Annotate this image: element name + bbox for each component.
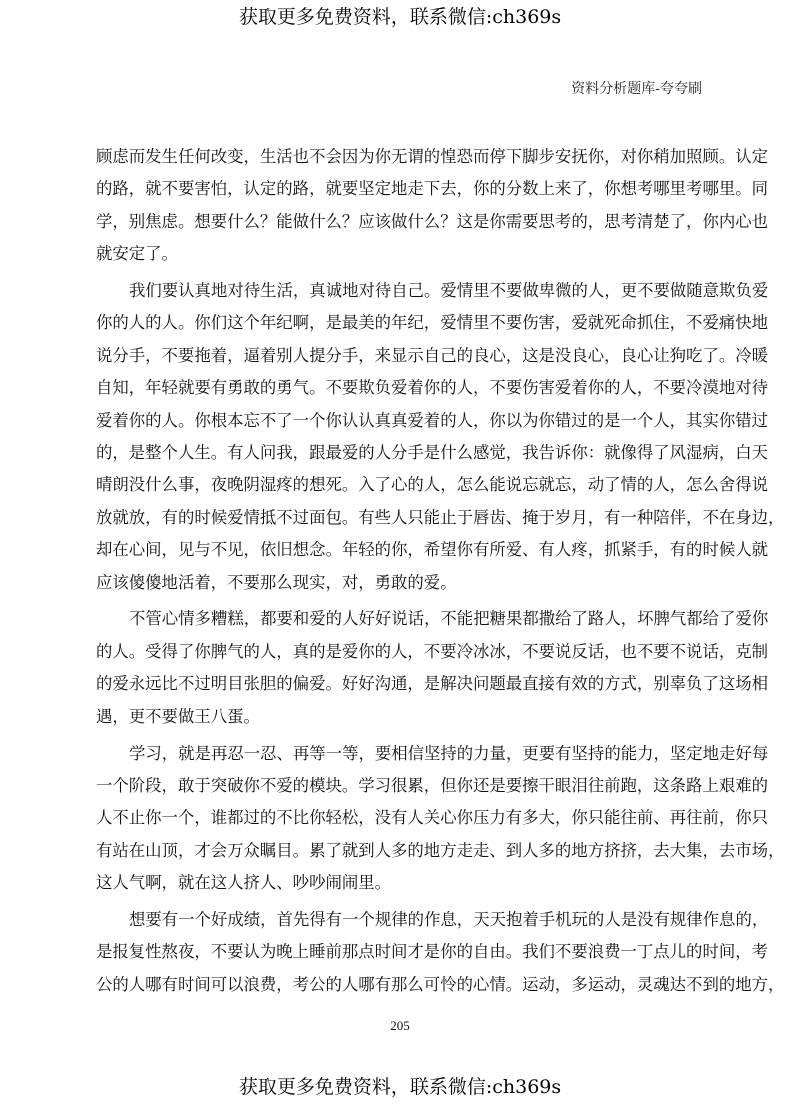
text-line: 的，是整个人生。有人问我，跟最爱的人分手是什么感觉，我告诉你：就像得了风湿病，白天: [96, 443, 769, 463]
text-line: 的人。受得了你脾气的人，真的是爱你的人，不要冷冰冰，不要说反话，也不要不说话，克制: [96, 641, 769, 661]
text-line: 想要有一个好成绩，首先得有一个规律的作息，天天抱着手机玩的人是没有规律作息的，: [129, 909, 769, 929]
paragraph: [96, 738, 785, 900]
text-line: 说分手，不要拖着，逼着别人提分手，来显示自己的良心，这是没良心，良心让狗吃了。冷暖: [96, 345, 769, 365]
text-line: 学习，就是再忍一忍、再等一等，要相信坚持的力量，更要有坚持的能力，坚定地走好每: [129, 743, 769, 763]
text-line: 的爱永远比不过明目张胆的偏爱。好好沟通，是解决问题最直接有效的方式，别辜负了这场相: [96, 674, 769, 694]
text-line: 顾虑而发生任何改变，生活也不会因为你无谓的惶恐而停下脚步安抚你，对你稍加照顾。认定: [96, 147, 769, 166]
text-line: 学，别焦虑。想要什么？能做什么？应该做什么？这是你需要思考的，思考清楚了，你内心也: [96, 211, 769, 231]
text-line: 这人气啊，就在这人挤人、吵吵闹闹里。: [96, 873, 392, 893]
document-body: [96, 141, 785, 1006]
text-line: 你的人的人。你们这个年纪啊，是最美的年纪，爱情里不要伤害，爱就死命抓住，不爱痛快地: [96, 313, 769, 333]
text-line: 晴朗没什么事，夜晚阴湿疼的想死。入了心的人，怎么能说忘就忘，动了情的人，怎么舍得说: [96, 475, 769, 495]
text-line: 公的人哪有时间可以浪费，考公的人哪有那么可怜的心情。运动，多运动，灵魂达不到的地方，: [96, 974, 785, 994]
text-line: 爱着你的人。你根本忘不了一个你认认真真爱着的人，你以为你错过的是一个人，其实你错过: [96, 410, 769, 430]
text-line: 放就放，有的时候爱情抵不过面包。有些人只能止于唇齿、掩于岁月，有一种陪伴，不在身边，: [96, 507, 785, 527]
text-line: 我们要认真地对待生活，真诚地对待自己。爱情里不要做卑微的人，更不要做随意欺负爱: [129, 281, 769, 301]
text-line: 遇，更不要做王八蛋。: [96, 706, 260, 726]
top-banner-text: 获取更多免费资料，联系微信:ch369s: [238, 6, 562, 28]
text-line: 应该傻傻地活着，不要那么现实，对，勇敢的爱。: [96, 572, 457, 592]
paragraph: [96, 603, 769, 733]
text-line: 却在心间，见与不见，依旧想念。年轻的你，希望你有所爱、有人疼，抓紧手，有的时候人就: [96, 540, 769, 560]
page-number: 205: [390, 1018, 410, 1033]
text-line: 一个阶段，敢于突破你不爱的模块。学习很累，但你还是要擦干眼泪往前跑，这条路上艰难的: [96, 775, 769, 795]
text-line: 就安定了。: [96, 244, 178, 264]
paragraph: [96, 904, 785, 1001]
text-line: 的路，就不要害怕，认定的路，就要坚定地走下去，你的分数上来了，你想考哪里考哪里。同: [96, 179, 769, 199]
text-line: 人不止你一个，谁都过的不比你轻松，没有人关心你压力有多大，你只能往前、再往前，你只: [96, 808, 769, 828]
text-line: 是报复性熬夜，不要认为晚上睡前那点时间才是你的自由。我们不要浪费一丁点儿的时间，考: [96, 942, 769, 962]
running-header: 资料分析题库-夸夸刷: [571, 81, 702, 97]
paragraph: [96, 141, 769, 271]
text-line: 自知，年轻就要有勇敢的勇气。不要欺负爱着你的人，不要伤害爱着你的人，不要冷漠地对待: [96, 378, 769, 398]
text-line: 有站在山顶，才会万众瞩目。累了就到人多的地方走走、到人多的地方挤挤，去大集，去市场，: [96, 840, 785, 860]
bottom-banner-text: 获取更多免费资料，联系微信:ch369s: [238, 1076, 562, 1098]
paragraph: [96, 275, 785, 599]
text-line: 不管心情多糟糕，都要和爱的人好好说话，不能把糖果都撒给了路人，坏脾气都给了爱你: [129, 609, 769, 629]
